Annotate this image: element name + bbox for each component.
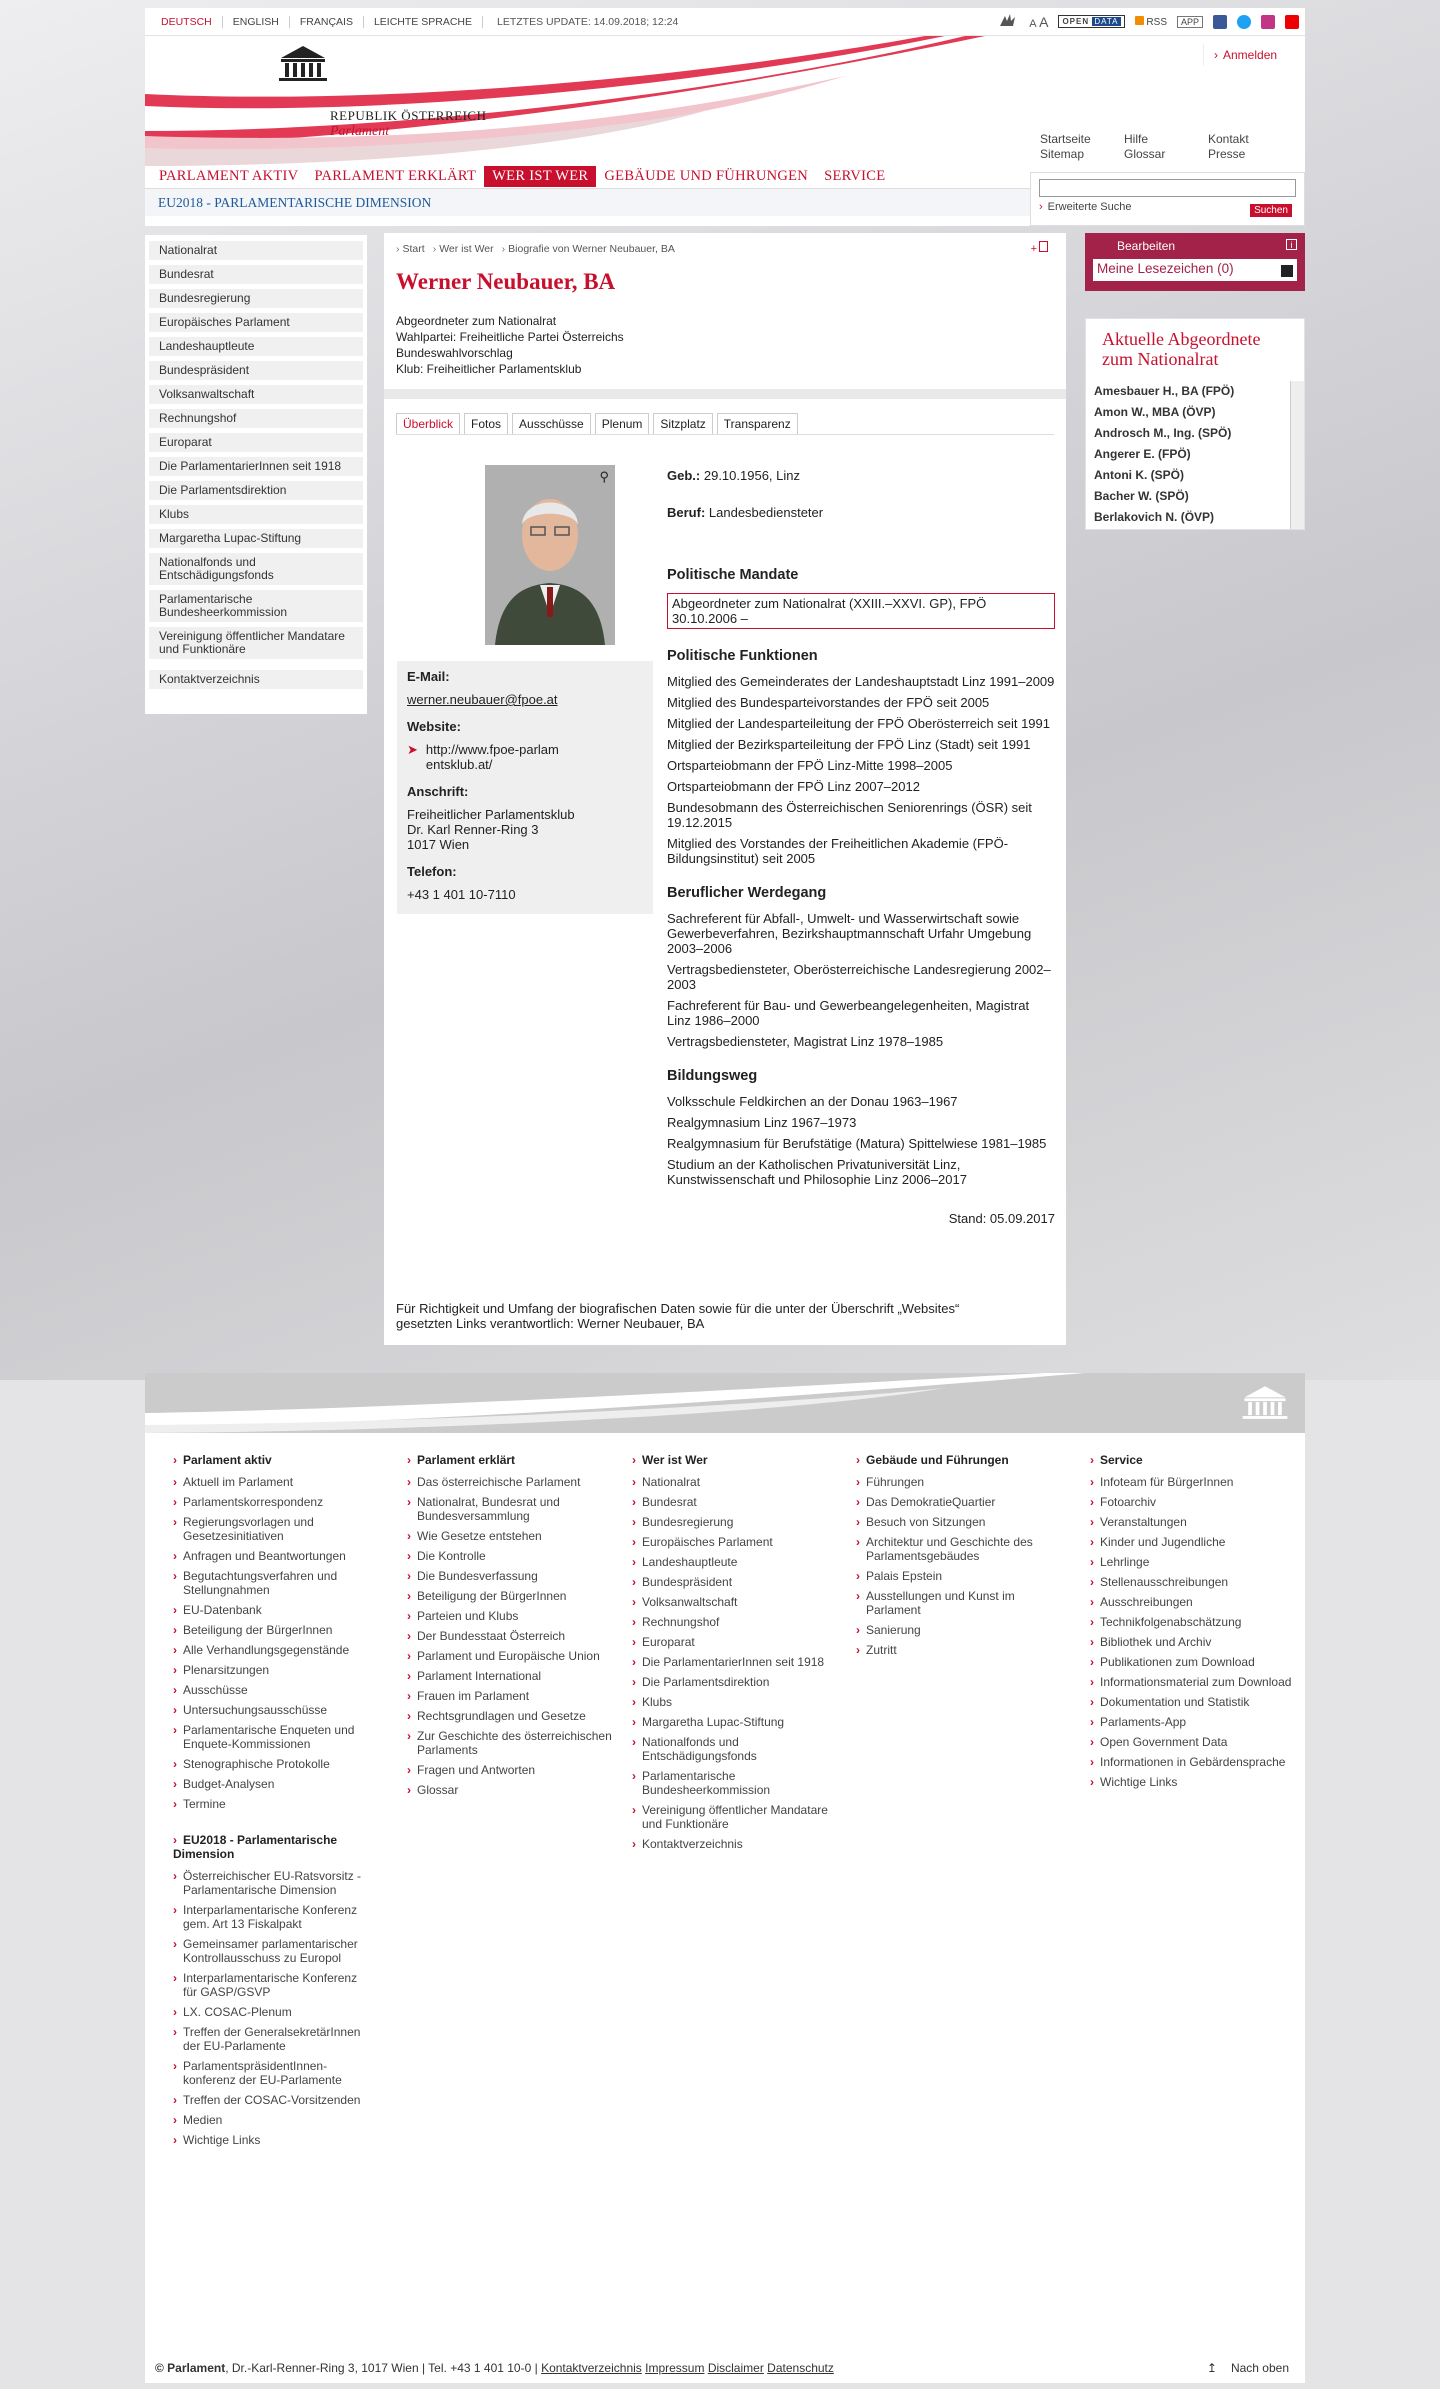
email-label: E-Mail: — [407, 669, 450, 684]
datenschutz-link[interactable]: Datenschutz — [767, 2361, 834, 2375]
footer-col-heading[interactable]: › Parlament erklärt — [407, 1453, 617, 1467]
education-item: Volksschule Feldkirchen an der Donau 1963–1967 — [667, 1094, 958, 1109]
print-icon[interactable] — [1039, 241, 1048, 252]
footer-link[interactable]: › Nationalfonds und Entschädigungsfonds — [632, 1735, 842, 1763]
breadcrumb — [384, 233, 1066, 255]
last-updated: Stand: 05.09.2017 — [948, 1211, 1055, 1226]
footer-col-heading[interactable]: › Service — [1090, 1453, 1300, 1467]
footer-col-heading[interactable]: › Wer ist Wer — [632, 1453, 842, 1467]
education-item: Realgymnasium für Berufstätige (Matura) Spittelwiese 1981–1985 — [667, 1136, 1047, 1151]
section-divider — [384, 389, 1066, 399]
lang-deutsch[interactable]: DEUTSCH — [151, 16, 223, 28]
footer-link[interactable]: › EU-Datenbank — [173, 1603, 383, 1617]
current-members-title: Aktuelle Abgeordnete zum Nationalrat — [1102, 329, 1261, 369]
footer-link[interactable]: › Termine — [173, 1797, 383, 1811]
main-content — [384, 233, 1066, 1345]
footer-link[interactable]: › Informationen in Gebärdensprache — [1090, 1755, 1300, 1769]
leftnav-item[interactable]: Klubs — [149, 505, 363, 525]
hilfe-link[interactable]: Hilfe — [1124, 132, 1149, 146]
footer-link[interactable]: › Open Government Data — [1090, 1735, 1300, 1749]
leftnav-item[interactable]: Nationalrat — [149, 241, 363, 261]
add-bookmark-icon[interactable]: + — [1030, 243, 1037, 255]
footer-link[interactable]: › Kinder und Jugendliche — [1090, 1535, 1300, 1549]
career-item: Fachreferent für Bau- und Gewerbeangelegenheiten, Magistrat Linz 1986–2000 — [667, 998, 1030, 1028]
footer-link[interactable]: › Besuch von Sitzungen — [856, 1515, 1066, 1529]
glossar-link[interactable]: Glossar — [1124, 147, 1166, 161]
footer-link[interactable]: › Parlamentarische Enqueten und Enquete-Kommissionen — [173, 1723, 383, 1751]
nav-parlament-erklaert[interactable]: PARLAMENT ERKLÄRT — [314, 168, 477, 184]
function-item: Mitglied der Bezirksparteileitung der FPÖ Linz (Stadt) seit 1991 — [667, 737, 1031, 752]
footer-link[interactable]: › Sanierung — [856, 1623, 1066, 1637]
member-link[interactable]: Bacher W. (SPÖ) — [1094, 489, 1189, 503]
footer-link[interactable]: › Bundesregierung — [632, 1515, 842, 1529]
footer-col-heading[interactable]: › Parlament aktiv — [173, 1453, 383, 1467]
instagram-icon[interactable] — [1261, 15, 1275, 29]
footer-link[interactable]: › Parlamentarische Bundesheerkommission — [632, 1769, 842, 1797]
arrow-up-icon: ↥ — [1206, 2361, 1217, 2375]
footer-link[interactable]: › Kontaktverzeichnis — [632, 1837, 842, 1851]
footer-link[interactable]: › Technikfolgenabschätzung — [1090, 1615, 1300, 1629]
birth-row: Geb.: 29.10.1956, Linz — [667, 468, 800, 483]
tab-transparenz[interactable]: Transparenz — [717, 413, 798, 434]
leftnav-item[interactable]: Europarat — [149, 433, 363, 453]
portrait-photo[interactable] — [485, 465, 615, 645]
footer-link[interactable]: › Parlamentskorrespondenz — [173, 1495, 383, 1509]
facebook-icon[interactable] — [1213, 15, 1227, 29]
search-input[interactable] — [1039, 179, 1296, 197]
left-navigation — [145, 235, 367, 714]
breadcrumb-current: › Biografie von Werner Neubauer, BA — [502, 243, 675, 255]
bookmarks-select[interactable]: Meine Lesezeichen (0) — [1093, 259, 1297, 281]
footer-link[interactable]: › Informationsmaterial zum Download — [1090, 1675, 1300, 1689]
footer-col-eu2018 — [173, 1833, 363, 2153]
footer-link[interactable]: › Bibliothek und Archiv — [1090, 1635, 1300, 1649]
top-bar — [145, 8, 1305, 36]
external-link-icon: ➤ — [407, 742, 418, 757]
member-link[interactable]: Antoni K. (SPÖ) — [1094, 468, 1184, 482]
footer-link[interactable]: › Die ParlamentarierInnen seit 1918 — [632, 1655, 842, 1669]
footer-logo-icon — [1237, 1383, 1293, 1423]
footer-col-heading[interactable]: › EU2018 - Parlamentarische Dimension — [173, 1833, 363, 1861]
footer-link[interactable]: › Nationalrat, Bundesrat und Bundesversammlung — [407, 1495, 617, 1523]
brand-line-2: Parlament — [330, 124, 390, 139]
impressum-link[interactable]: Impressum — [645, 2361, 705, 2375]
tab-plenum[interactable]: Plenum — [595, 413, 650, 434]
footer-link[interactable]: › Volksanwaltschaft — [632, 1595, 842, 1609]
member-link[interactable]: Amesbauer H., BA (FPÖ) — [1094, 384, 1235, 398]
member-link[interactable]: Angerer E. (FPÖ) — [1094, 447, 1191, 461]
footer-link[interactable]: › Der Bundesstaat Österreich — [407, 1629, 617, 1643]
font-small-button[interactable]: A — [1029, 17, 1037, 30]
footer-link[interactable]: › Stellenausschreibungen — [1090, 1575, 1300, 1589]
footer-link[interactable]: › Europäisches Parlament — [632, 1535, 842, 1549]
tab-ueberblick[interactable]: Überblick — [396, 413, 460, 434]
footer-link[interactable]: › Untersuchungsausschüsse — [173, 1703, 383, 1717]
open-data-logo[interactable]: OPEN DATA — [1058, 15, 1124, 28]
function-item: Mitglied der Landesparteileitung der FPÖ Oberösterreich seit 1991 — [667, 716, 1050, 731]
footer-link[interactable]: › Plenarsitzungen — [173, 1663, 383, 1677]
tab-sitzplatz[interactable]: Sitzplatz — [653, 413, 712, 434]
sitemap-link[interactable]: Sitemap — [1040, 147, 1085, 161]
brand-line-1: REPUBLIK ÖSTERREICH — [330, 108, 487, 123]
app-link[interactable]: APP — [1177, 16, 1203, 28]
page-title: Werner Neubauer, BA — [396, 269, 616, 294]
footer-contact-link[interactable]: Kontaktverzeichnis — [541, 2361, 642, 2375]
leftnav-item[interactable]: Margaretha Lupac-Stiftung — [149, 529, 363, 549]
website-link[interactable]: http://www.fpoe-parlamentsklub.at/ — [425, 742, 559, 772]
sign-language-icon[interactable] — [997, 12, 1019, 31]
footer-link[interactable]: › Das DemokratieQuartier — [856, 1495, 1066, 1509]
search-panel — [1030, 172, 1305, 226]
leftnav-item[interactable]: Nationalfonds und Entschädigungsfonds — [149, 553, 363, 586]
footer-link[interactable]: › Führungen — [856, 1475, 1066, 1489]
career-item: Vertragsbediensteter, Oberösterreichische Landesregierung 2002–2003 — [667, 962, 1051, 992]
back-to-top-button[interactable]: ↥ Nach oben — [1206, 2361, 1289, 2375]
search-button[interactable]: Suchen — [1250, 204, 1292, 217]
footer-link[interactable]: › Architektur und Geschichte des Parlamentsgebäudes — [856, 1535, 1066, 1563]
footer-link[interactable]: › Infoteam für BürgerInnen — [1090, 1475, 1300, 1489]
leftnav-item[interactable]: Volksanwaltschaft — [149, 385, 363, 405]
leftnav-item[interactable]: Parlamentarische Bundesheerkommission — [149, 590, 363, 623]
leftnav-item[interactable]: Bundesregierung — [149, 289, 363, 309]
footer-band — [145, 1373, 1305, 1433]
advanced-search-link[interactable]: › Erweiterte Suche — [1039, 201, 1132, 213]
leftnav-item[interactable]: Landeshauptleute — [149, 337, 363, 357]
font-size-switch[interactable] — [1029, 14, 1048, 30]
footer-link[interactable]: › Anfragen und Beantwortungen — [173, 1549, 383, 1563]
footer-link[interactable]: › Aktuell im Parlament — [173, 1475, 383, 1489]
person-role: Abgeordneter zum Nationalrat — [396, 314, 557, 328]
parliament-logo-icon[interactable] — [273, 44, 333, 84]
kontakt-link[interactable]: Kontakt — [1208, 132, 1249, 146]
footer-link[interactable]: › Fragen und Antworten — [407, 1763, 617, 1777]
footer-link[interactable]: › Europarat — [632, 1635, 842, 1649]
leftnav-item[interactable]: Europäisches Parlament — [149, 313, 363, 333]
footer-link[interactable]: › Ausstellungen und Kunst im Parlament — [856, 1589, 1066, 1617]
footer-link[interactable]: › Österreichischer EU-Ratsvorsitz - Parlamentarische Dimension — [173, 1869, 363, 1897]
website-row — [407, 742, 643, 772]
footer-link[interactable]: › Wichtige Links — [1090, 1775, 1300, 1789]
career-item: Vertragsbediensteter, Magistrat Linz 1978–1985 — [667, 1034, 944, 1049]
function-item: Mitglied des Vorstandes der Freiheitlichen Akademie (FPÖ-Bildungsinstitut) seit 2005 — [667, 836, 1009, 866]
page-wrapper — [145, 8, 1305, 226]
footer-link[interactable]: › ParlamentspräsidentInnen-konferenz der EU-Parlamente — [173, 2059, 363, 2087]
footer-col-parlament-aktiv — [173, 1453, 383, 1817]
footer-link[interactable]: › Fotoarchiv — [1090, 1495, 1300, 1509]
footer — [145, 1373, 1305, 2383]
nav-wer-ist-wer[interactable]: WER IST WER — [484, 166, 596, 187]
last-update: LETZTES UPDATE: 14.09.2018; 12:24 — [497, 15, 679, 28]
footer-link[interactable]: › LX. COSAC-Plenum — [173, 2005, 363, 2019]
nav-gebaeude-fuehrungen[interactable]: GEBÄUDE UND FÜHRUNGEN — [604, 168, 809, 184]
footer-link[interactable]: › Parlament und Europäische Union — [407, 1649, 617, 1663]
footer-link[interactable]: › Margaretha Lupac-Stiftung — [632, 1715, 842, 1729]
footer-swoosh — [145, 1373, 1305, 1433]
footer-link[interactable]: › Ausschreibungen — [1090, 1595, 1300, 1609]
footer-link[interactable]: › Bundespräsident — [632, 1575, 842, 1589]
person-list: Bundeswahlvorschlag — [396, 346, 513, 360]
footer-link[interactable]: › Publikationen zum Download — [1090, 1655, 1300, 1669]
footer-link[interactable]: › Ausschüsse — [173, 1683, 383, 1697]
address-block: Freiheitlicher Parlamentsklub Dr. Karl Renner-Ring 3 1017 Wien — [407, 807, 575, 852]
function-item: Ortsparteiobmann der FPÖ Linz-Mitte 1998–2005 — [667, 758, 953, 773]
startseite-link[interactable]: Startseite — [1040, 132, 1091, 146]
footer-link[interactable]: › Lehrlinge — [1090, 1555, 1300, 1569]
leftnav-item[interactable]: Die ParlamentarierInnen seit 1918 — [149, 457, 363, 477]
footer-link[interactable]: › Budget-Analysen — [173, 1777, 383, 1791]
function-item: Mitglied des Bundesparteivorstandes der FPÖ seit 2005 — [667, 695, 990, 710]
footer-link[interactable]: › Landeshauptleute — [632, 1555, 842, 1569]
footer-link[interactable]: › Parteien und Klubs — [407, 1609, 617, 1623]
subnav-eu2018[interactable]: EU2018 - PARLAMENTARISCHE DIMENSION — [145, 188, 1030, 216]
lang-francais[interactable]: FRANÇAIS — [290, 16, 364, 28]
breadcrumb-start[interactable]: › Start — [396, 243, 425, 255]
footer-link[interactable]: › Rechnungshof — [632, 1615, 842, 1629]
main-navigation — [145, 166, 1305, 226]
disclaimer-link[interactable]: Disclaimer — [707, 2361, 764, 2375]
info-icon[interactable]: i — [1286, 239, 1297, 250]
footer-link[interactable]: › Zur Geschichte des österreichischen Parlaments — [407, 1729, 617, 1757]
website-label: Website: — [407, 719, 461, 734]
portrait-image — [485, 465, 615, 645]
footer-col-gebaeude — [856, 1453, 1066, 1663]
leftnav-item[interactable]: Bundespräsident — [149, 361, 363, 381]
leftnav-item[interactable]: Die Parlamentsdirektion — [149, 481, 363, 501]
heading-functions: Politische Funktionen — [667, 648, 818, 664]
top-bar-tools — [997, 12, 1305, 31]
person-party: Wahlpartei: Freiheitliche Partei Österreichs — [396, 330, 624, 344]
person-club: Klub: Freiheitlicher Parlamentsklub — [396, 362, 582, 376]
presse-link[interactable]: Presse — [1208, 147, 1246, 161]
tab-ausschuesse[interactable]: Ausschüsse — [512, 413, 591, 434]
footer-link[interactable]: › Alle Verhandlungsgegenstände — [173, 1643, 383, 1657]
footer-link[interactable]: › Das österreichische Parlament — [407, 1475, 617, 1489]
disclaimer-text: Für Richtigkeit und Umfang der biografischen Daten sowie für die unter der Überschrift „Websites“ gesetzten Links verantwortlich: Werner Neubauer, BA — [396, 1301, 960, 1331]
edit-box — [1085, 233, 1305, 291]
edit-label: Bearbeiten — [1117, 239, 1176, 253]
footer-link[interactable]: › Palais Epstein — [856, 1569, 1066, 1583]
rss-link[interactable]: RSS — [1135, 16, 1167, 28]
lang-english[interactable]: ENGLISH — [223, 16, 290, 28]
zoom-icon[interactable]: ⚲ — [599, 469, 609, 484]
twitter-icon[interactable] — [1237, 15, 1251, 29]
leftnav-item[interactable]: Vereinigung öffentlicher Mandatare und Funktionäre — [149, 627, 363, 660]
function-item: Mitglied des Gemeinderates der Landeshauptstadt Linz 1991–2009 — [667, 674, 1055, 689]
footer-link[interactable]: › Klubs — [632, 1695, 842, 1709]
job-row: Beruf: Landesbediensteter — [667, 505, 824, 520]
footer-link[interactable]: › Zutritt — [856, 1643, 1066, 1657]
footer-link[interactable]: › Bundesrat — [632, 1495, 842, 1509]
footer-link[interactable]: › Die Bundesverfassung — [407, 1569, 617, 1583]
footer-link[interactable]: › Parlament International — [407, 1669, 617, 1683]
edit-header[interactable] — [1093, 237, 1297, 259]
footer-link[interactable]: › Regierungsvorlagen und Gesetzesinitiativen — [173, 1515, 383, 1543]
footer-link[interactable]: › Wichtige Links — [173, 2133, 363, 2147]
rss-icon — [1135, 16, 1144, 25]
footer-link[interactable]: › Gemeinsamer parlamentarischer Kontrollausschuss zu Europol — [173, 1937, 363, 1965]
print-bookmark-icons[interactable] — [1031, 241, 1048, 255]
nav-parlament-aktiv[interactable]: PARLAMENT AKTIV — [159, 168, 299, 184]
email-link[interactable]: werner.neubauer@fpoe.at — [407, 692, 558, 707]
footer-link[interactable]: › Die Kontrolle — [407, 1549, 617, 1563]
contact-box — [397, 661, 653, 914]
footer-link[interactable]: › Treffen der GeneralsekretärInnen der EU-Parlamente — [173, 2025, 363, 2053]
profile-tabs — [396, 399, 1054, 435]
breadcrumb-wer-ist-wer[interactable]: › Wer ist Wer — [433, 243, 494, 255]
current-members-box — [1085, 318, 1305, 530]
heading-career: Beruflicher Werdegang — [667, 885, 827, 901]
footer-link[interactable]: › Interparlamentarische Konferenz für GASP/GSVP — [173, 1971, 363, 1999]
copyright-address: , Dr.-Karl-Renner-Ring 3, 1017 Wien | Tel. +43 1 401 10-0 | — [225, 2361, 538, 2375]
function-item: Bundesobmann des Österreichischen Seniorenrings (ÖSR) seit 19.12.2015 — [667, 800, 1032, 830]
footer-link[interactable]: › Beteiligung der BürgerInnen — [407, 1589, 617, 1603]
education-item: Realgymnasium Linz 1967–1973 — [667, 1115, 857, 1130]
lang-leichte-sprache[interactable]: LEICHTE SPRACHE — [364, 16, 483, 28]
footer-link[interactable]: › Nationalrat — [632, 1475, 842, 1489]
footer-link[interactable]: › Wie Gesetze entstehen — [407, 1529, 617, 1543]
career-item: Sachreferent für Abfall-, Umwelt- und Wasserwirtschaft sowie Gewerbeverfahren, Bezirkshauptmannschaft Urfahr Umgebung 2003–2006 — [667, 911, 1032, 956]
copyright-holder: © Parlament — [155, 2361, 226, 2375]
footer-link[interactable]: › Interparlamentarische Konferenz gem. Art 13 Fiskalpakt — [173, 1903, 363, 1931]
nav-service[interactable]: SERVICE — [824, 168, 886, 184]
footer-link[interactable]: › Stenographische Protokolle — [173, 1757, 383, 1771]
footer-link[interactable]: › Die Parlamentsdirektion — [632, 1675, 842, 1689]
tab-fotos[interactable]: Fotos — [464, 413, 508, 434]
footer-link[interactable]: › Beteiligung der BürgerInnen — [173, 1623, 383, 1637]
font-large-button[interactable]: A — [1039, 13, 1049, 30]
footer-link[interactable]: › Medien — [173, 2113, 363, 2127]
footer-link[interactable]: › Frauen im Parlament — [407, 1689, 617, 1703]
education-item: Studium an der Katholischen Privatuniversität Linz, Kunstwissenschaft und Philosophie Linz 2006–2017 — [667, 1157, 967, 1187]
youtube-icon[interactable] — [1285, 15, 1299, 29]
footer-link[interactable]: › Parlaments-App — [1090, 1715, 1300, 1729]
footer-link[interactable]: › Vereinigung öffentlicher Mandatare und Funktionäre — [632, 1803, 842, 1831]
heading-mandate: Politische Mandate — [667, 567, 799, 583]
members-scrollbar[interactable] — [1290, 381, 1304, 529]
footer-link[interactable]: › Treffen der COSAC-Vorsitzenden — [173, 2093, 363, 2107]
leftnav-item[interactable]: Rechnungshof — [149, 409, 363, 429]
footer-link[interactable]: › Begutachtungsverfahren und Stellungnahmen — [173, 1569, 383, 1597]
mandate-entry[interactable]: Abgeordneter zum Nationalrat (XXIII.–XXVI. GP), FPÖ 30.10.2006 – — [667, 593, 1055, 629]
address-label: Anschrift: — [407, 784, 469, 799]
footer-col-heading[interactable]: › Gebäude und Führungen — [856, 1453, 1066, 1467]
phone-label: Telefon: — [407, 864, 457, 879]
footer-col-service — [1090, 1453, 1300, 1795]
footer-link[interactable]: › Rechtsgrundlagen und Gesetze — [407, 1709, 617, 1723]
header-banner — [145, 36, 1305, 166]
biography — [667, 466, 1055, 1226]
member-link[interactable]: Berlakovich N. (ÖVP) — [1094, 510, 1215, 524]
function-item: Ortsparteiobmann der FPÖ Linz 2007–2012 — [667, 779, 920, 794]
login-button[interactable]: › Anmelden — [1203, 44, 1305, 66]
footer-link[interactable]: › Veranstaltungen — [1090, 1515, 1300, 1529]
phone-number: +43 1 401 10-7110 — [407, 887, 516, 902]
heading-education: Bildungsweg — [667, 1068, 758, 1084]
member-link[interactable]: Amon W., MBA (ÖVP) — [1094, 405, 1216, 419]
member-link[interactable]: Androsch M., Ing. (SPÖ) — [1094, 426, 1232, 440]
leftnav-item[interactable]: Bundesrat — [149, 265, 363, 285]
leftnav-contact-directory[interactable]: Kontaktverzeichnis — [149, 670, 363, 690]
brand-text[interactable] — [330, 108, 486, 140]
footer-col-wer-ist-wer — [632, 1453, 842, 1857]
footer-bottom-bar — [145, 2353, 1305, 2383]
footer-link[interactable]: › Dokumentation und Statistik — [1090, 1695, 1300, 1709]
service-links — [1040, 132, 1292, 162]
footer-link[interactable]: › Glossar — [407, 1783, 617, 1797]
footer-col-parlament-erklaert — [407, 1453, 617, 1803]
